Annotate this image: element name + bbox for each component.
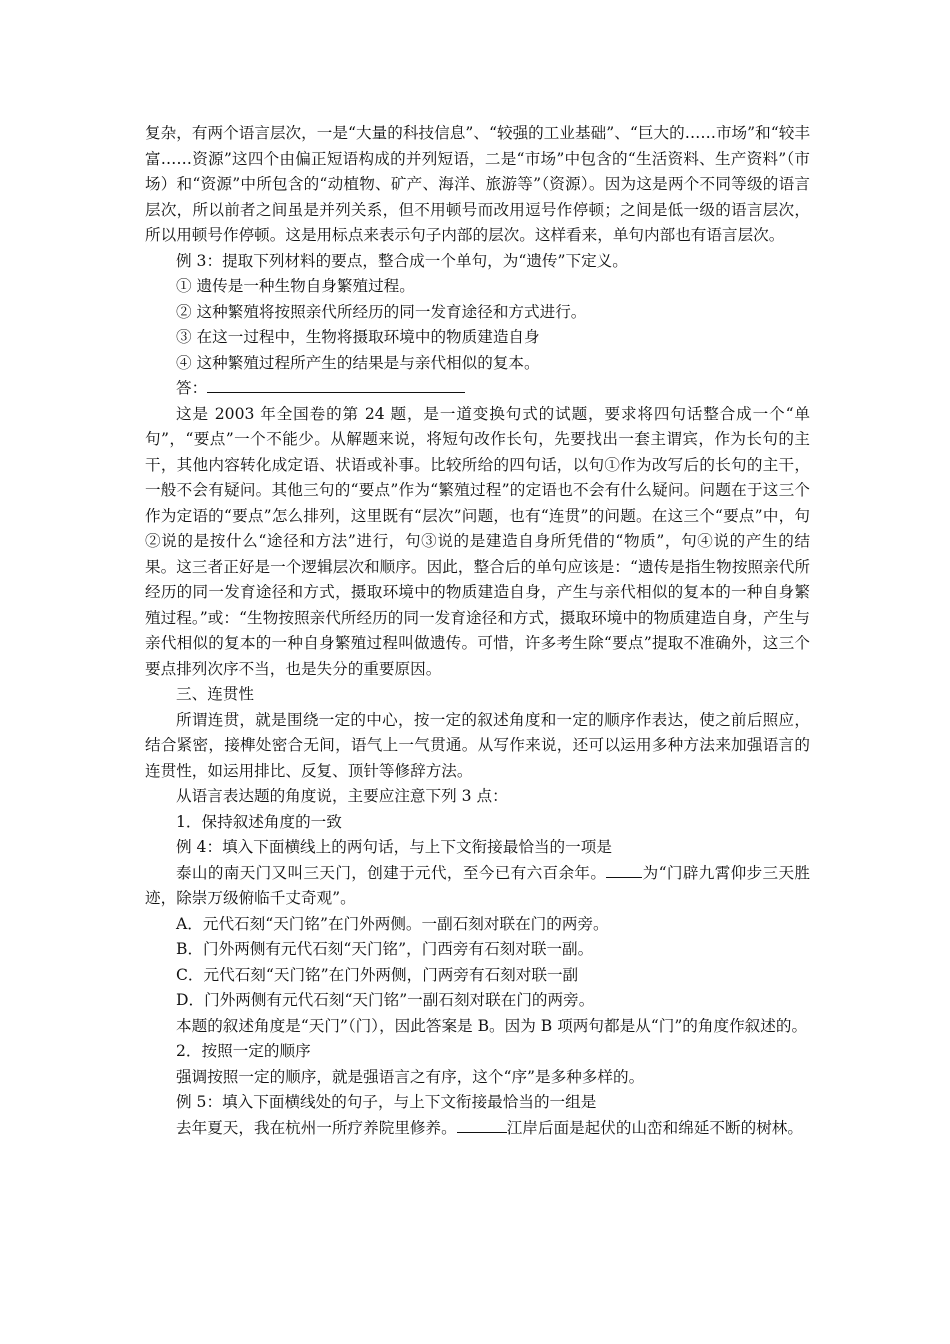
example-4-passage [145,861,810,912]
paragraph-intro: 复杂，有两个语言层次，一是“大量的科技信息”、“较强的工业基础”、“巨大的……市场”和“较丰富……资源”这四个由偏正短语构成的并列短语，二是“市场”中包含的“生活资料、生产资料”（市场）和“资源”中所包含的“动植物、矿产、海洋、旅游等”（资源）。因为这是两个不同等级的语言层次，所以前者之间虽是并列关系，但不用顿号而改用逗号作停顿；之间是低一级的语言层次，所以用顿号作停顿。这是用标点来表示句子内部的层次。这样看来，单句内部也有语言层次。 [145,124,810,244]
example-3-item-1: ① 遗传是一种生物自身繁殖过程。 [176,277,415,295]
example-3-item-3: ③ 在这一过程中，生物将摄取环境中的物质建造自身 [176,328,540,346]
section-heading-coherence: 三、连贯性 [176,685,254,703]
point-2-heading: 2．按照一定的顺序 [176,1042,311,1060]
example-5-prompt: 例 5：填入下面横线处的句子，与上下文衔接最恰当的一组是 [176,1093,597,1111]
example-4-analysis: 本题的叙述角度是“天门”（门），因此答案是 B。因为 B 项两句都是从“门”的角度作叙述的。 [176,1016,808,1035]
example-5-blank [457,1116,507,1133]
coherence-definition: 所谓连贯，就是围绕一定的中心，按一定的叙述角度和一定的顺序作表达，使之前后照应，结合紧密，接榫处密合无间，语气上一气贯通。从写作来说，还可以运用多种方法来加强语言的连贯性，如运用排比、反复、顶针等修辞方法。 [145,710,810,780]
example-3-analysis: 这是 2003 年全国卷的第 24 题，是一道变换句式的试题，要求将四句话整合成一个“单句”，“要点”一个不能少。从解题来说，将短句改作长句，先要找出一套主谓宾，作为长句的主干，其他内容转化成定语、状语或补事。比较所给的四句话，以句①作为改写后的长句的主干，一般不会有疑问。其他三句的“要点”作为“繁殖过程”的定语也不会有什么疑问。问题在于这三个作为定语的“要点”怎么排列，这里既有“层次”问题，也有“连贯”的问题。在这三个“要点”中，句②说的是按什么“途径和方法”进行，句③说的是建造自身所凭借的“物质”，句④说的产生的结果。这三者正好是一个逻辑层次和顺序。因此，整合后的单句应该是：“遗传是指生物按照亲代所经历的同一发育途径和方式，摄取环境中的物质建造自身，产生与亲代相似的复本的一种自身繁殖过程。”或：“生物按照亲代所经历的同一发育途径和方式，摄取环境中的物质建造自身，产生与亲代相似的复本的一种自身繁殖过程叫做遗传。可惜，许多考生除“要点”提取不准确外，这三个要点排列次序不当，也是失分的重要原因。 [145,404,810,678]
example-4-blank [606,861,642,878]
answer-line [145,376,810,402]
example-5-passage-before: 去年夏天，我在杭州一所疗养院里修养。 [176,1118,457,1137]
example-3-item-2: ② 这种繁殖将按照亲代所经历的同一发育途径和方式进行。 [176,302,587,321]
example-5-passage [145,1116,810,1142]
key-points-intro: 从语言表达题的角度说，主要应注意下列 3 点： [176,787,508,805]
example-4-option-b: B．门外两侧有元代石刻“天门铭”，门西旁有石刻对联一副。 [176,940,594,958]
answer-blank [207,376,465,393]
document-page [145,121,810,1141]
example-4-option-c: C．元代石刻“天门铭”在门外两侧，门两旁有石刻对联一副 [176,965,579,984]
order-explanation: 强调按照一定的顺序，就是强语言之有序，这个“序”是多种多样的。 [176,1067,645,1086]
example-4-passage-before: 泰山的南天门又叫三天门，创建于元代，至今已有六百余年。 [176,863,607,882]
example-5-passage-after: 江岸后面是起伏的山峦和绵延不断的树林。 [506,1118,803,1137]
example-4-passage-after: 为“门辟九霄仰步三天胜迹，除崇万级俯临千丈奇观”。 [145,863,810,907]
answer-label: 答： [176,379,208,397]
example-3-item-4: ④ 这种繁殖过程所产生的结果是与亲代相似的复本。 [176,353,540,372]
example-4-option-a: A．元代石刻“天门铭”在门外两侧。一副石刻对联在门的两旁。 [176,914,609,933]
example-3-prompt: 例 3：提取下列材料的要点，整合成一个单句，为“遗传”下定义。 [176,251,628,270]
point-1-heading: 1．保持叙述角度的一致 [176,812,342,831]
example-4-prompt: 例 4：填入下面横线上的两句话，与上下文衔接最恰当的一项是 [176,838,612,856]
example-4-option-d: D．门外两侧有元代石刻“天门铭”一副石刻对联在门的两旁。 [176,991,595,1009]
